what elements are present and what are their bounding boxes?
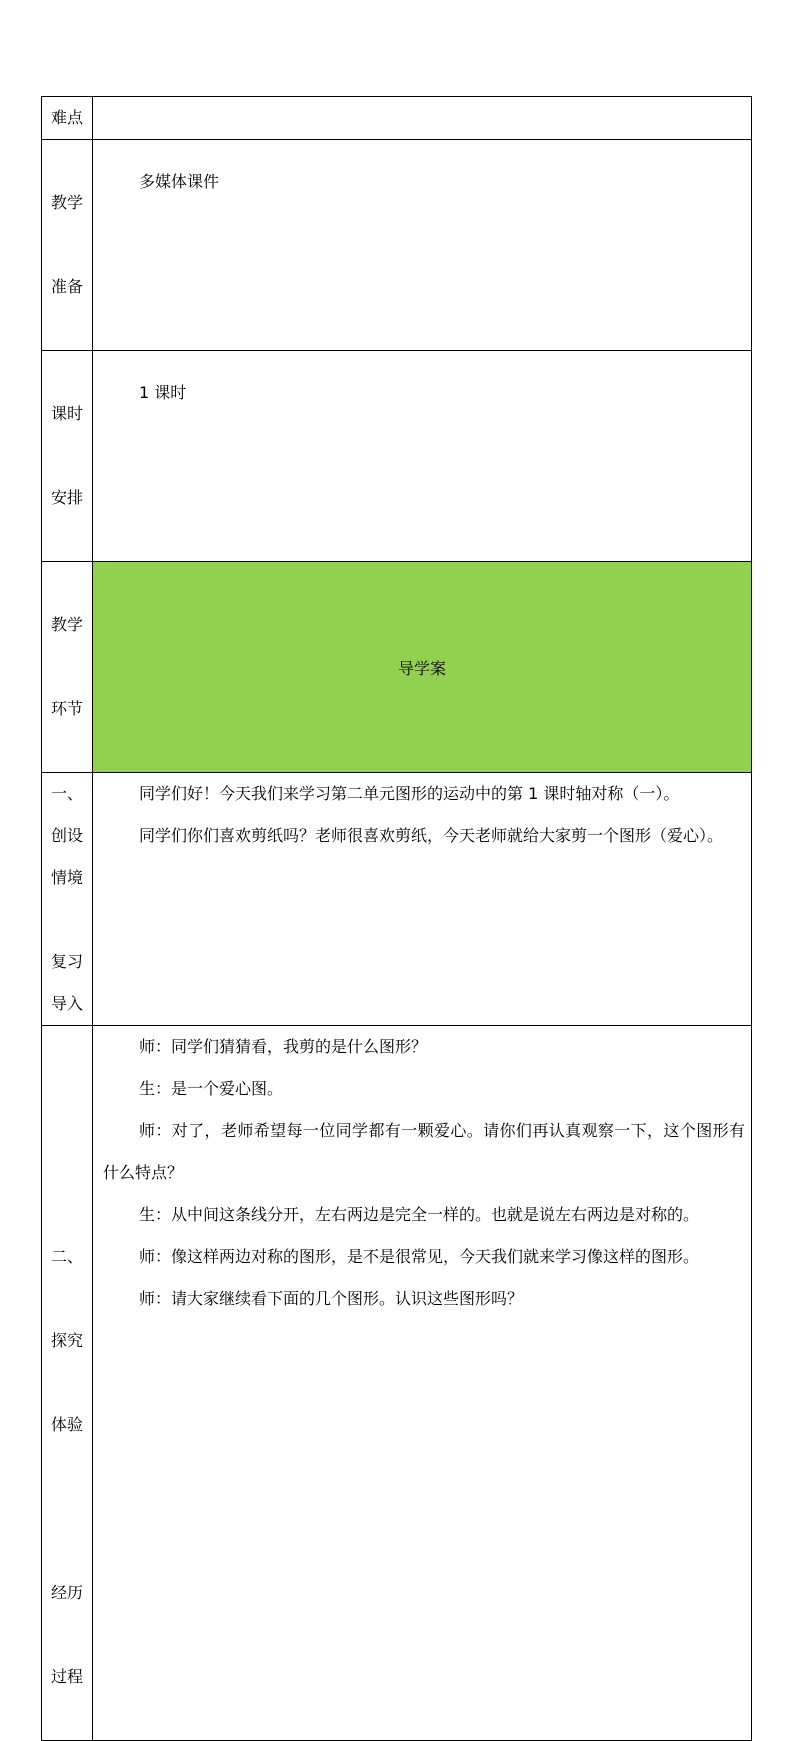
explore-paragraph: 师：像这样两边对称的图形，是不是很常见，今天我们就来学习像这样的图形。 [139, 1247, 700, 1266]
preparation-label-line2: 准备 [51, 277, 84, 296]
intro-paragraph: 同学们你们喜欢剪纸吗？老师很喜欢剪纸，今天老师就给大家剪一个图形（爱心）。 [139, 826, 724, 845]
section-label-line1: 教学 [51, 615, 84, 634]
row-intro [42, 773, 752, 1026]
intro-label [42, 773, 93, 1026]
lesson-plan-table [41, 96, 752, 1741]
explore-label-line: 探究 [51, 1331, 84, 1350]
intro-label-line: 导入 [51, 994, 84, 1013]
preparation-label-line1: 教学 [51, 193, 84, 212]
explore-label-line [51, 1068, 92, 1110]
explore-label-line [51, 1488, 92, 1530]
section-header-text: 导学案 [397, 658, 446, 678]
intro-label-line: 复习 [51, 952, 84, 971]
row-hours [42, 351, 752, 562]
row-section [42, 562, 752, 773]
preparation-content [93, 140, 752, 351]
explore-label-line: 经历 [51, 1583, 84, 1602]
preparation-text: 多媒体课件 [139, 172, 220, 191]
hours-text: 1 课时 [139, 383, 187, 402]
explore-paragraph: 生：是一个爱心图。 [139, 1079, 284, 1098]
explore-content [93, 1026, 752, 1741]
intro-label-line: 一、 [51, 784, 84, 803]
explore-paragraph: 生：从中间这条线分开，左右两边是完全一样的。也就是说左右两边是对称的。 [139, 1205, 700, 1224]
row-explore [42, 1026, 752, 1741]
difficulty-content [93, 97, 752, 140]
explore-label-line [51, 1152, 92, 1194]
section-label [42, 562, 93, 773]
explore-label-line: 过程 [51, 1667, 84, 1686]
intro-content [93, 773, 752, 1026]
row-difficulty [42, 97, 752, 140]
explore-label-line: 二、 [51, 1247, 84, 1266]
intro-label-line [51, 899, 92, 941]
hours-label-line2: 安排 [51, 488, 84, 507]
section-header-cell [93, 562, 752, 773]
hours-content [93, 351, 752, 562]
hours-label [42, 351, 93, 562]
intro-label-line: 情境 [51, 868, 84, 887]
explore-paragraph: 师：对了，老师希望每一位同学都有一颗爱心。请你们再认真观察一下，这个图形有什么特点？ [103, 1121, 745, 1182]
intro-paragraph: 同学们好！今天我们来学习第二单元图形的运动中的第 1 课时轴对称（一）。 [139, 784, 680, 803]
intro-label-line: 创设 [51, 826, 84, 845]
row-preparation [42, 140, 752, 351]
preparation-label [42, 140, 93, 351]
explore-label [42, 1026, 93, 1741]
explore-paragraph: 师：同学们猜猜看，我剪的是什么图形？ [139, 1037, 428, 1056]
difficulty-label: 难点 [42, 97, 93, 140]
explore-label-line: 体验 [51, 1415, 84, 1434]
hours-label-line1: 课时 [51, 404, 84, 423]
explore-paragraph: 师：请大家继续看下面的几个图形。认识这些图形吗？ [139, 1289, 524, 1308]
section-label-line2: 环节 [51, 699, 84, 718]
